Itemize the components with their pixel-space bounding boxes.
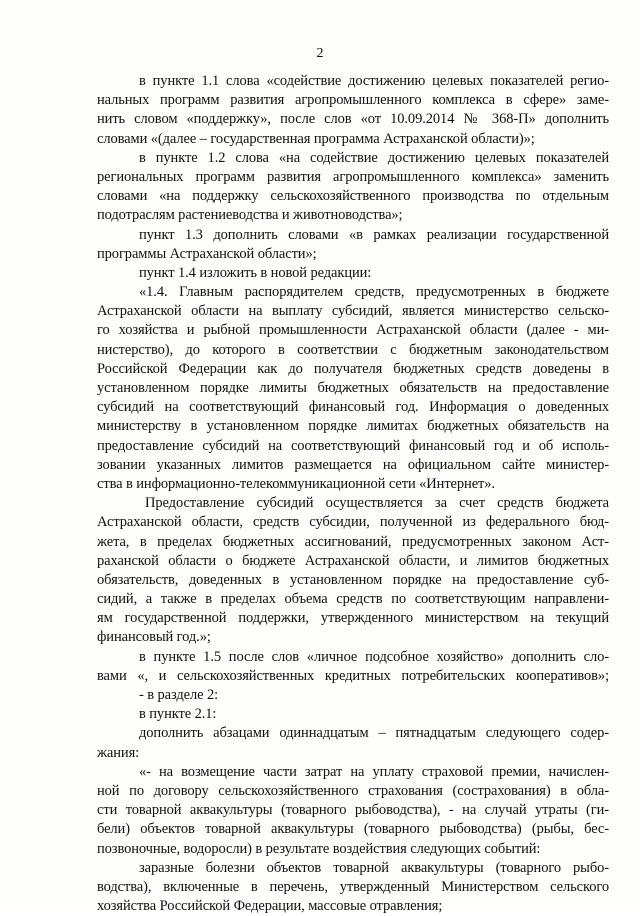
- text-line: раханской области о бюджете Астраханской области, и лимитов бюджетных: [97, 552, 609, 569]
- text-line: Российской Федерации как до получателя бюджетных средств доведены в: [97, 360, 609, 377]
- text-line: словами «(далее – государственная программа Астраханской области)»;: [97, 130, 535, 147]
- text-line: министерству в установленном порядке лимитах бюджетных обязательств на: [97, 418, 609, 435]
- text-line: нить словом «поддержку», после слов «от 10.09.2014 № 368-П» дополнить: [97, 111, 609, 128]
- text-line: «1.4. Главным распорядителем средств, предусмотренных в бюджете: [139, 284, 609, 301]
- text-line: дополнить абзацами одиннадцатым – пятнадцатым следующего содер-: [139, 725, 609, 742]
- text-line: позвоночные, водоросли) в результате воздействия следующих событий:: [97, 840, 541, 857]
- text-line: программы Астраханской области»;: [97, 245, 317, 262]
- text-line: региональных программ развития агропромышленного комплекса» заменить: [97, 168, 609, 185]
- text-line: «- на возмещение части затрат на уплату страховой премии, начислен-: [139, 763, 609, 780]
- text-line: финансовый год.»;: [97, 629, 211, 646]
- text-line: водства), включенные в перечень, утвержденный Министерством сельского: [97, 878, 609, 895]
- text-line: в пункте 1.2 слова «на содействие достижению целевых показателей: [139, 149, 609, 166]
- text-line: Астраханской области, средств субсидии, полученной из федерального бюд-: [97, 514, 609, 531]
- text-line: бели) объектов товарной аквакультуры (товарного рыбоводства) (рыбы, бес-: [97, 821, 609, 838]
- text-line: Астраханской области на выплату субсидий, является министерство сельско-: [97, 303, 609, 320]
- text-line: словами «на поддержку сельскохозяйственного производства по отдельным: [97, 188, 609, 205]
- page-number: 2: [316, 46, 324, 61]
- text-line: в пункте 1.5 после слов «личное подсобное хозяйство» дополнить сло-: [139, 648, 609, 665]
- document-body: [97, 72, 609, 916]
- text-line: го хозяйства и рыбной промышленности Астраханской области (далее - ми-: [97, 322, 609, 339]
- text-line: жета, в пределах бюджетных ассигнований, предусмотренных законом Аст-: [97, 533, 609, 550]
- text-line: ям государственной поддержки, утвержденного министерством на текущий: [97, 610, 609, 627]
- text-line: сидий, а также в пределах объема средств по соответствующим направлени-: [97, 591, 609, 608]
- text-line: Предоставление субсидий осуществляется за счет средств бюджета: [145, 495, 609, 512]
- text-line: предоставление субсидий на соответствующий финансовый год и об исполь-: [97, 437, 609, 454]
- text-line: ства в информационно-телекоммуникационной сети «Интернет».: [97, 475, 495, 492]
- text-line: установленном порядке лимиты бюджетных обязательств на предоставление: [97, 380, 609, 396]
- text-line: пункт 1.3 дополнить словами «в рамках реализации государственной: [139, 226, 609, 243]
- text-line: в пункте 1.1 слова «содействие достижению целевых показателей регио-: [139, 73, 609, 89]
- text-line: зовании указанных лимитов размещается на официальном сайте министер-: [97, 456, 609, 473]
- text-line: - в разделе 2:: [139, 687, 219, 703]
- text-line: нальных программ развития агропромышленного комплекса в сфере» заме-: [97, 92, 609, 109]
- text-line: хозяйства Российской Федерации, массовые отравления;: [97, 898, 443, 915]
- text-line: жания:: [97, 744, 140, 761]
- text-line: субсидий на соответствующий финансовый год. Информация о доведенных: [97, 399, 609, 416]
- text-line: в пункте 2.1:: [139, 706, 217, 723]
- text-line: сти товарной аквакультуры (товарного рыбоводства), - на случай утраты (ги-: [97, 802, 609, 819]
- text-line: вами «, и сельскохозяйственных кредитных потребительских кооперативов»;: [97, 667, 609, 684]
- text-line: подотраслям растениеводства и животноводства»;: [97, 207, 403, 224]
- text-line: пункт 1.4 изложить в новой редакции:: [139, 264, 372, 281]
- text-line: ной по договору сельскохозяйственного страхования (сострахования) в обла-: [97, 782, 609, 799]
- text-line: обязательств, доведенных в установленном порядке на предоставление суб-: [97, 571, 609, 588]
- text-line: заразные болезни объектов товарной аквакультуры (товарного рыбо-: [139, 859, 609, 876]
- text-line: нистерство), до которого в соответствии с бюджетным законодательством: [97, 341, 609, 358]
